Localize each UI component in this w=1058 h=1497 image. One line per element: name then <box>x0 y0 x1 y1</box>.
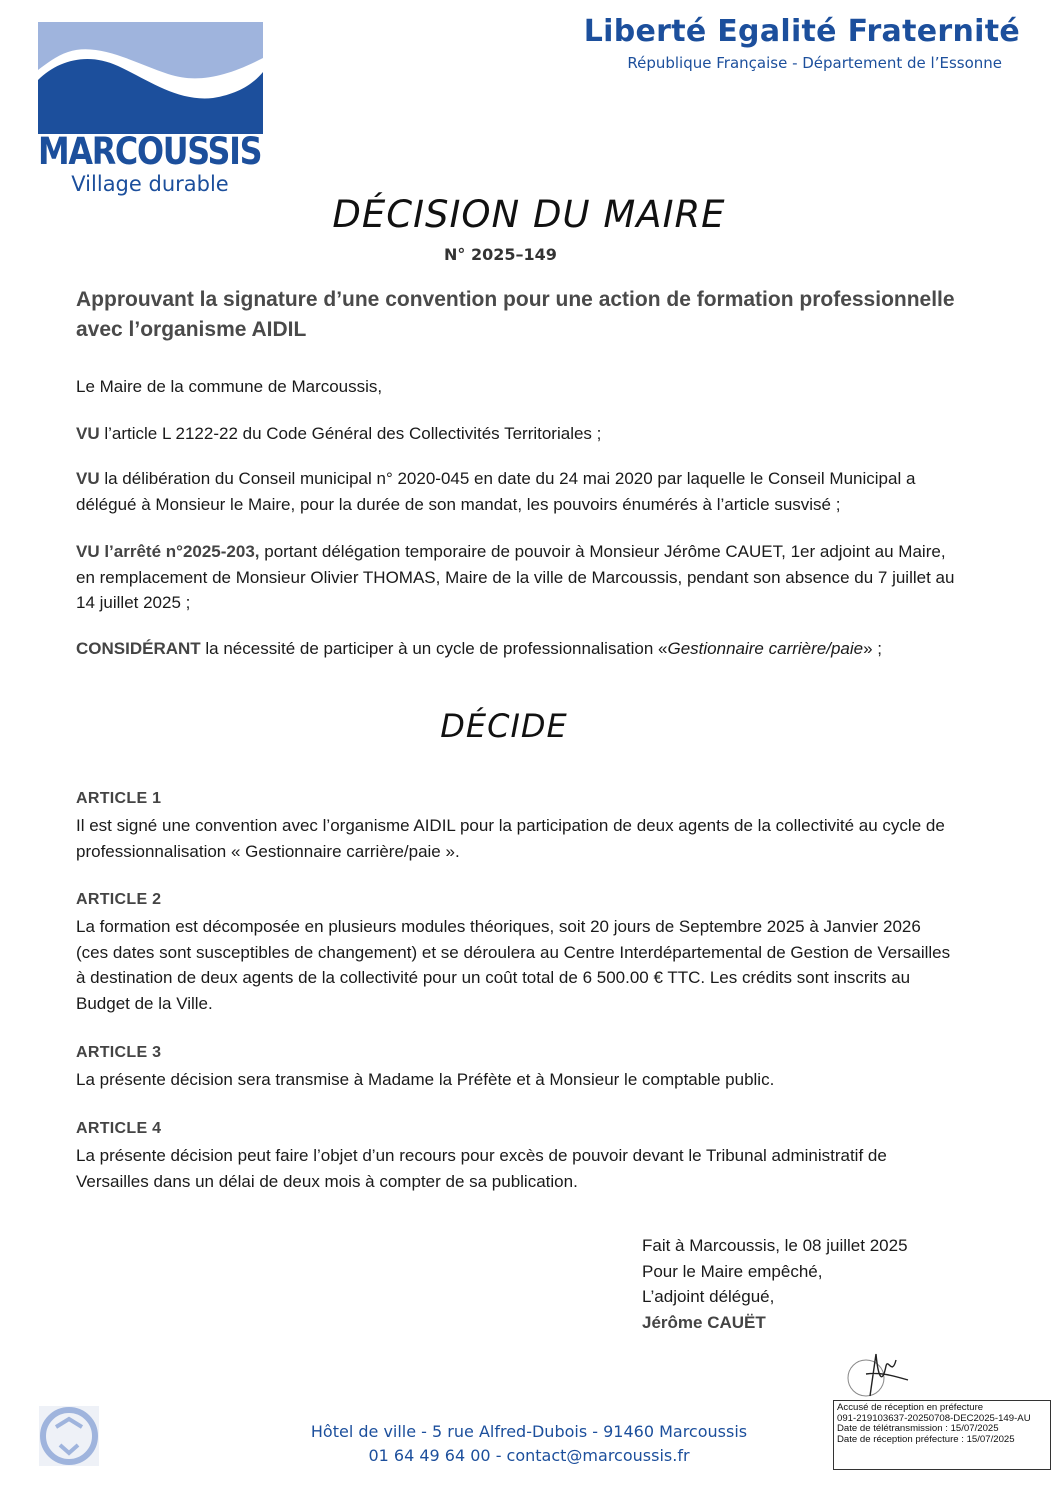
vu-text: portant délégation temporaire de pouvoir à Monsieur Jérôme CAUET, 1er adjoint au Maire, en remplacement de Monsieur Olivier THOMAS, Maire de la ville de Marcoussis, pendant son absence du 7 juillet au 14 juillet 2025 ; <box>76 542 955 612</box>
preamble-vu-arrete <box>76 539 956 616</box>
preamble-vu-article <box>76 421 956 447</box>
logo-tagline: Village durable <box>71 172 229 196</box>
decision-subject: Approuvant la signature d’une convention pour une action de formation professionnelle avec l’organisme AIDIL <box>76 288 955 341</box>
signature-for: Pour le Maire empêché, <box>642 1261 823 1281</box>
article-2-heading: ARTICLE 2 <box>76 891 162 908</box>
receipt-line: Date de réception préfecture : 15/07/2025 <box>837 1433 1015 1445</box>
vu-keyword: VU <box>76 469 100 488</box>
receipt-line: Accusé de réception en préfecture <box>837 1402 984 1413</box>
footer-contact[interactable]: 01 64 49 64 00 - contact@marcoussis.fr <box>368 1446 690 1465</box>
vu-keyword: VU <box>76 424 100 443</box>
article-3-text: La présente décision sera transmise à Madame la Préfète et à Monsieur le comptable public. <box>76 1070 775 1089</box>
signature-block <box>642 1233 1002 1335</box>
article-2-text: La formation est décomposée en plusieurs modules théoriques, soit 20 jours de Septembre 2025 à Janvier 2026 (ces dates sont susceptibles de changement) et se déroulera au Centre Interdépartemental de Gestion de Versailles à destination de deux agents de la collectivité pour un coût total de 6 500.00 € TTC. Les crédits sont inscrits au Budget de la Ville. <box>76 917 951 1013</box>
considerant-keyword: CONSIDÉRANT <box>76 639 201 658</box>
article-1-heading: ARTICLE 1 <box>76 790 162 807</box>
footer-address: Hôtel de ville - 5 rue Alfred-Dubois - 91460 Marcoussis <box>310 1422 748 1441</box>
receipt-line: 091-219103637-20250708-DEC2025-149-AU <box>837 1412 1031 1424</box>
vu-keyword: VU l’arrêté n°2025-203, <box>76 542 260 561</box>
article-1-text: Il est signé une convention avec l’organisme AIDIL pour la participation de deux agents de la collectivité au cycle de professionnalisation « Gestionnaire carrière/paie ». <box>76 816 945 861</box>
decision-number: N° 2025–149 <box>444 245 557 264</box>
signature-role: L’adjoint délégué, <box>642 1287 775 1306</box>
handwritten-signature <box>836 1346 916 1406</box>
article-4-heading: ARTICLE 4 <box>76 1120 162 1137</box>
article-3-heading: ARTICLE 3 <box>76 1044 162 1061</box>
motto-subtitle: République Française - Département de l’Essonne <box>627 54 1002 72</box>
decide-heading: DÉCIDE <box>440 707 568 745</box>
national-motto: Liberté Egalité Fraternité <box>583 14 1020 49</box>
considerant-text-end: » ; <box>863 639 883 658</box>
receipt-line: Date de télétransmission : 15/07/2025 <box>837 1423 999 1435</box>
considerant-italic: Gestionnaire carrière/paie <box>667 639 864 658</box>
vu-text: l’article L 2122-22 du Code Général des Collectivités Territoriales ; <box>99 424 602 443</box>
document-title: DÉCISION DU MAIRE <box>332 193 726 236</box>
considerant-text: la nécessité de participer à un cycle de professionnalisation « <box>200 639 668 658</box>
preamble-maire: Le Maire de la commune de Marcoussis, <box>76 377 383 396</box>
signature-place-date: Fait à Marcoussis, le 08 juillet 2025 <box>642 1236 908 1255</box>
logo-wordmark: MARCOUSSIS <box>38 130 262 173</box>
vu-text: la délibération du Conseil municipal n° 2020-045 en date du 24 mai 2020 par laquelle le Conseil Municipal a délégué à Monsieur le Maire, pour la durée de son mandat, les pouvoirs énumérés à l’article susvisé ; <box>76 469 916 514</box>
signatory-name: Jérôme CAUËT <box>642 1312 766 1332</box>
preamble-vu-deliberation <box>76 466 956 517</box>
article-4-text: La présente décision peut faire l’objet d’un recours pour excès de pouvoir devant le Tribunal administratif de Versailles dans un délai de deux mois à compter de sa publication. <box>76 1146 887 1191</box>
preamble-considerant <box>76 636 956 662</box>
